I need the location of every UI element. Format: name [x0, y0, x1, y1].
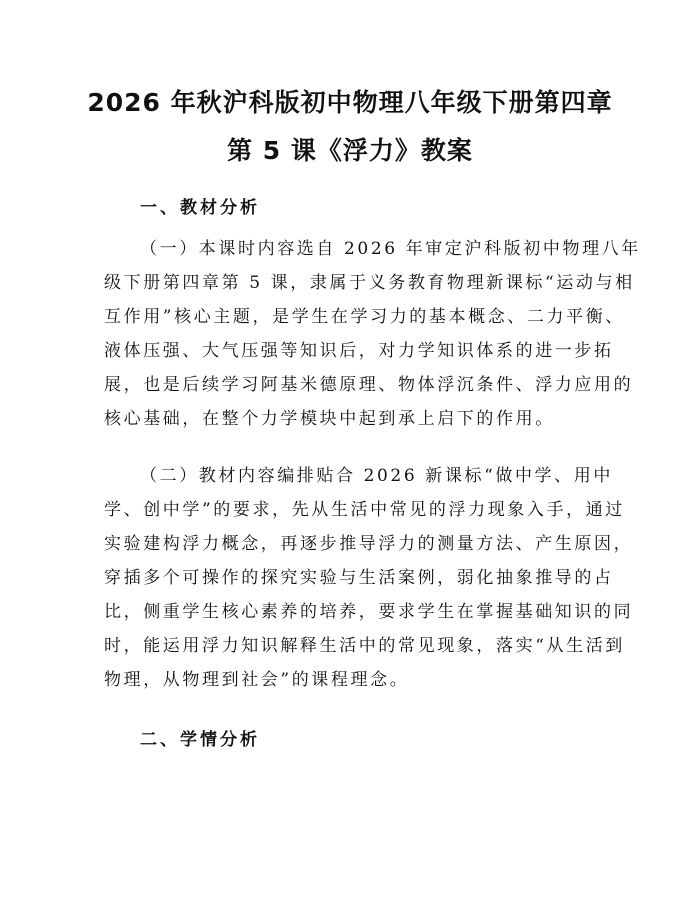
paragraph-line: 比，侧重学生核心素养的培养，要求学生在掌握基础知识的同	[104, 602, 634, 622]
paragraph-line: （二）教材内容编排贴合 2026 新课标“做中学、用中	[140, 466, 613, 486]
document-title-line-2: 第 5 课《浮力》教案	[227, 136, 473, 165]
paragraph-line: 展，也是后续学习阿基米德原理、物体浮沉条件、浮力应用的	[104, 375, 634, 395]
paragraph-textbook-analysis-1	[104, 232, 641, 436]
paragraph-line: 互作用”核心主题，是学生在学习力的基本概念、二力平衡、	[104, 307, 625, 327]
section-heading-learner-analysis: 二、学情分析	[140, 730, 260, 750]
paragraph-line: 核心基础，在整个力学模块中起到承上启下的作用。	[104, 409, 555, 429]
section-heading-textbook-analysis: 一、教材分析	[140, 198, 260, 218]
paragraph-line: 学、创中学”的要求，先从生活中常见的浮力现象入手，通过	[104, 500, 625, 520]
paragraph-textbook-analysis-2	[104, 459, 634, 697]
paragraph-line: 穿插多个可操作的探究实验与生活案例，弱化抽象推导的占	[104, 568, 614, 588]
paragraph-line: （一）本课时内容选自 2026 年审定沪科版初中物理八年	[140, 239, 641, 259]
paragraph-line: 物理，从物理到社会”的课程理念。	[104, 670, 410, 690]
paragraph-line: 液体压强、大气压强等知识后，对力学知识体系的进一步拓	[104, 341, 614, 361]
document-title-line-1: 2026 年秋沪科版初中物理八年级下册第四章	[87, 88, 613, 117]
paragraph-line: 时，能运用浮力知识解释生活中的常见现象，落实“从生活到	[104, 636, 625, 656]
paragraph-line: 实验建构浮力概念，再逐步推导浮力的测量方法、产生原因，	[104, 534, 634, 554]
paragraph-line: 级下册第四章第 5 课，隶属于义务教育物理新课标“运动与相	[104, 273, 635, 293]
